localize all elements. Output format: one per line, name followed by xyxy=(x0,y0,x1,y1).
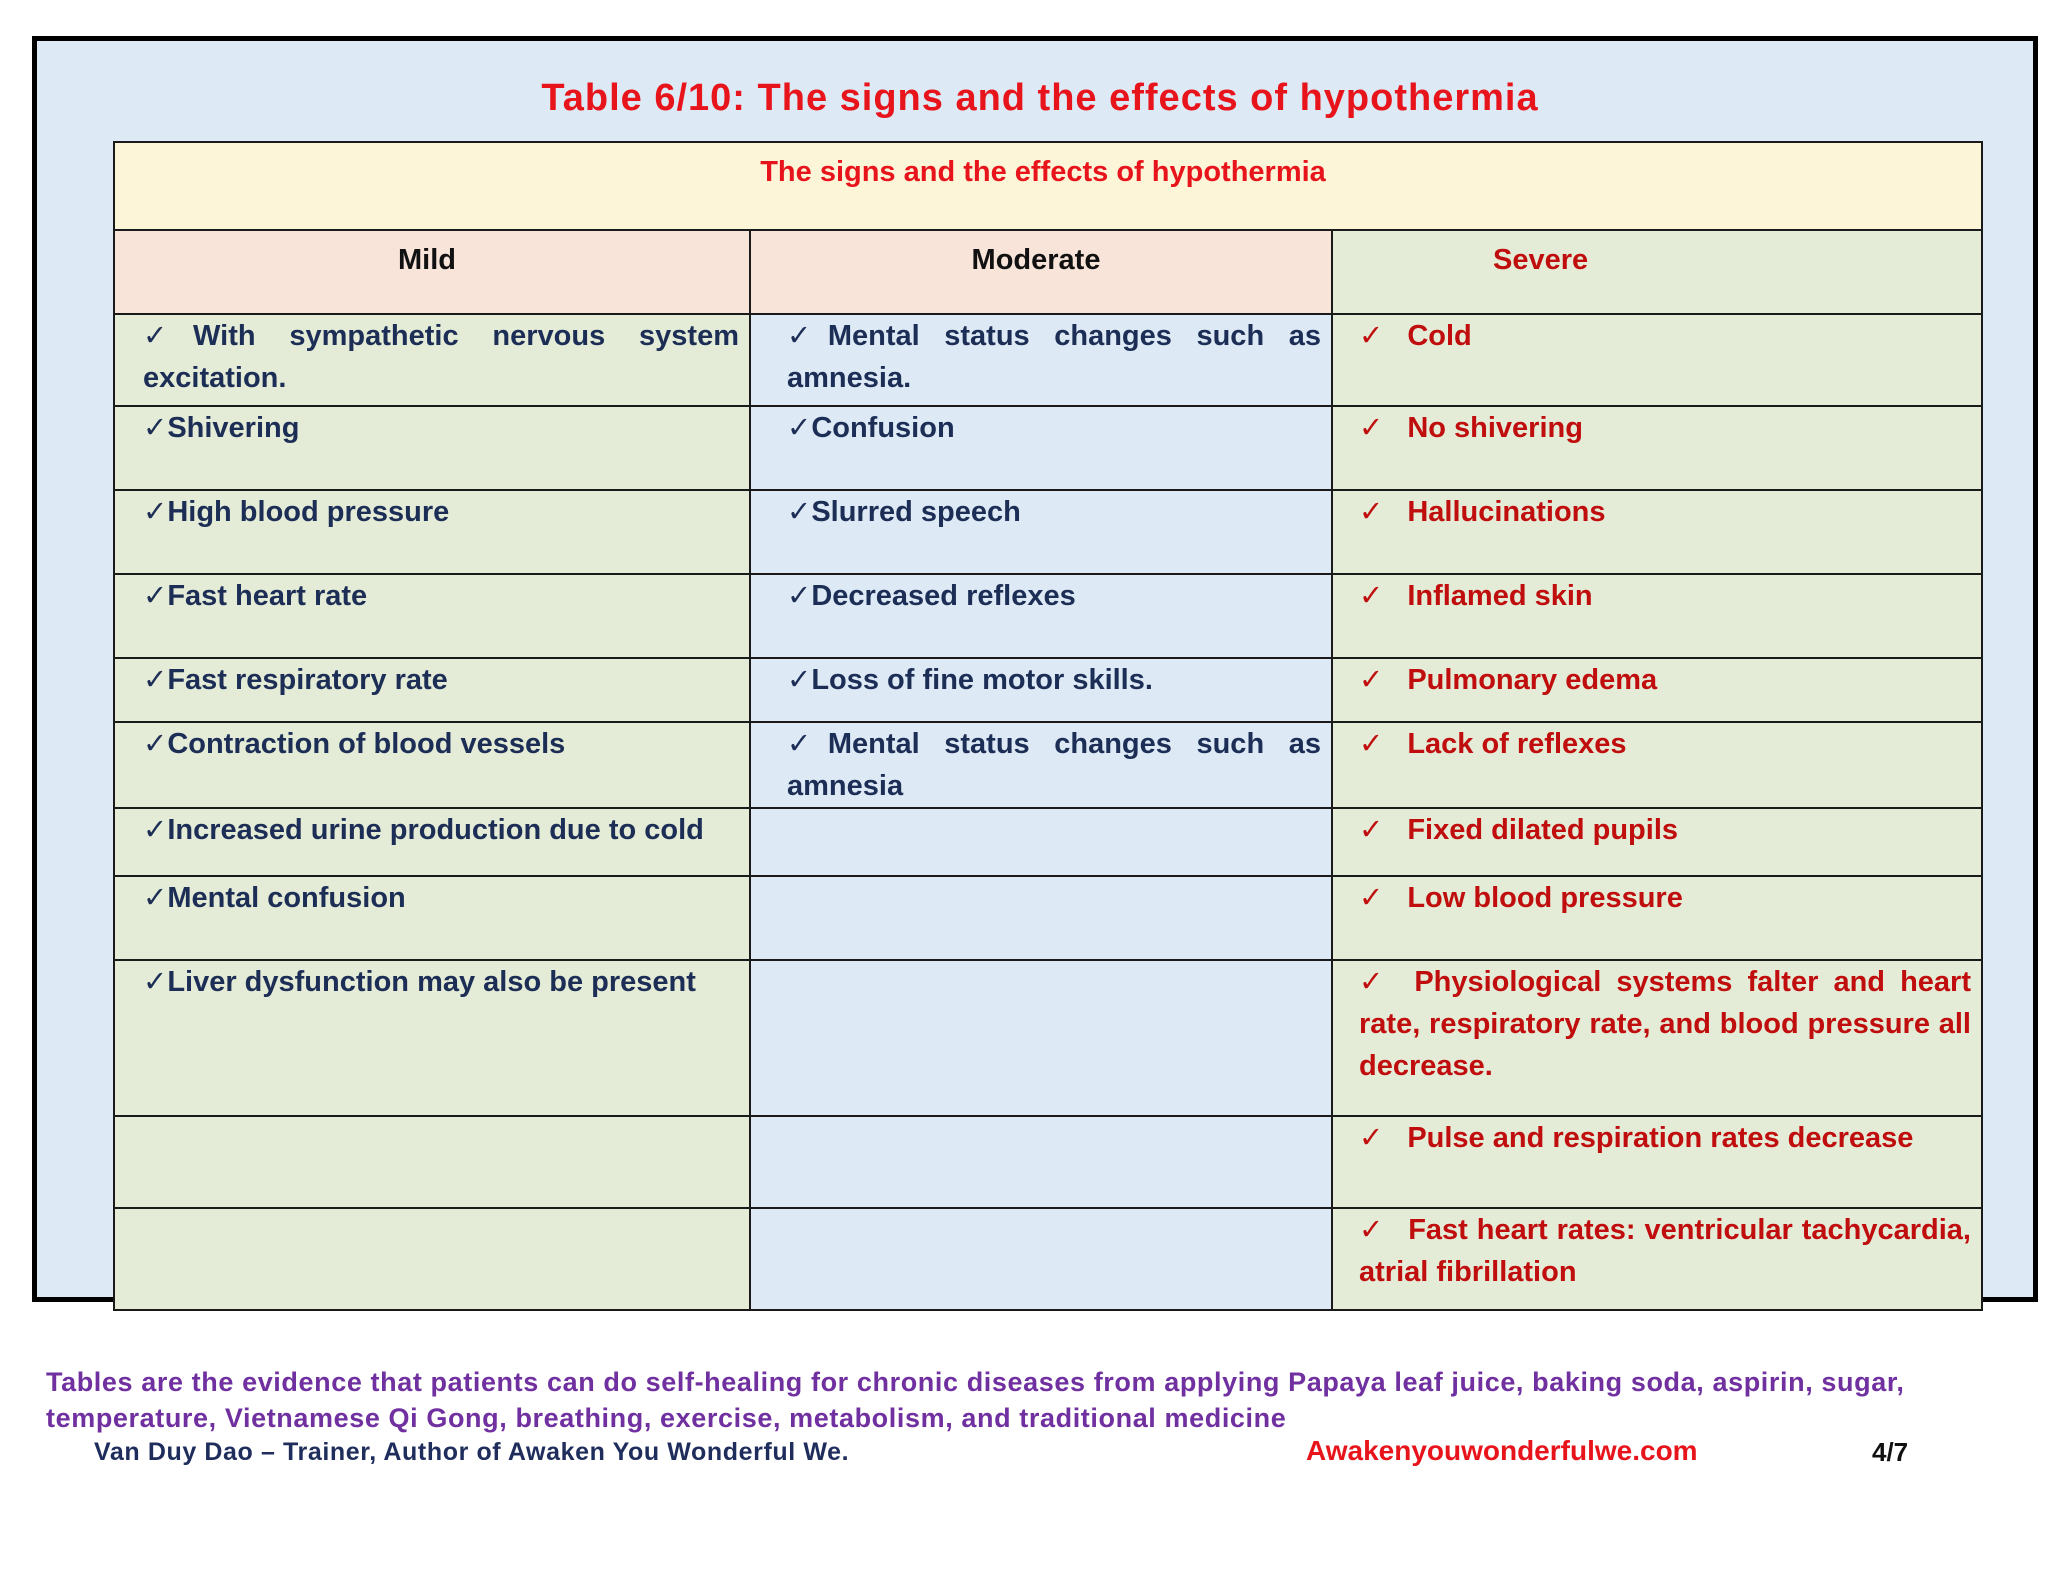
cell-text: Fast respiratory rate xyxy=(167,664,448,696)
cell-moderate xyxy=(750,406,1332,490)
column-header-severe: Severe xyxy=(1332,230,1982,314)
table-row xyxy=(114,808,1982,876)
cell-mild xyxy=(114,722,750,808)
check-icon: ✓ xyxy=(143,412,168,444)
table-row xyxy=(114,574,1982,658)
cell-text: Fast heart rate xyxy=(167,580,368,612)
check-icon: ✓ xyxy=(787,496,812,528)
cell-moderate xyxy=(750,808,1332,876)
check-icon: ✓ xyxy=(143,966,168,998)
cell-moderate xyxy=(750,314,1332,406)
cell-mild xyxy=(114,658,750,722)
cell-text: Inflamed skin xyxy=(1407,580,1593,612)
table-frame xyxy=(32,36,2038,1302)
table-row xyxy=(114,658,1982,722)
table-row xyxy=(114,1116,1982,1208)
cell-mild xyxy=(114,406,750,490)
cell-text: Fast heart rates: ventricular tachycardia, atrial fibrillation xyxy=(1359,1214,1971,1288)
check-icon: ✓ xyxy=(787,320,828,352)
page-title: Table 6/10: The signs and the effects of hypothermia xyxy=(541,77,1539,119)
cell-mild xyxy=(114,314,750,406)
cell-text: Hallucinations xyxy=(1407,496,1606,528)
cell-text: High blood pressure xyxy=(167,496,450,528)
cell-severe xyxy=(1332,314,1982,406)
check-icon: ✓ xyxy=(143,580,168,612)
cell-text: Increased urine production due to cold xyxy=(167,814,704,846)
check-icon: ✓ xyxy=(143,728,168,760)
check-icon: ✓ xyxy=(1359,496,1384,528)
cell-text: Fixed dilated pupils xyxy=(1407,814,1679,846)
cell-mild xyxy=(114,574,750,658)
cell-text: Mental confusion xyxy=(167,882,406,914)
cell-text: With sympathetic nervous system excitation. xyxy=(143,320,739,394)
cell-severe xyxy=(1332,1116,1982,1208)
footer-note: Tables are the evidence that patients can do self-healing for chronic diseases from applying Papaya leaf juice, baking soda, aspirin, sugar, temperature, Vietnamese Qi Gong, breathing, exercise, metabolism, and traditional medicine xyxy=(46,1367,1905,1433)
cell-text: Pulmonary edema xyxy=(1407,664,1658,696)
cell-mild xyxy=(114,876,750,960)
author-credit: Van Duy Dao – Trainer, Author of Awaken You Wonderful We. xyxy=(94,1438,850,1466)
cell-severe xyxy=(1332,876,1982,960)
table-row xyxy=(114,314,1982,406)
check-icon: ✓ xyxy=(787,580,812,612)
table-row xyxy=(114,876,1982,960)
page-number: 4/7 xyxy=(1872,1437,1909,1467)
table-row xyxy=(114,722,1982,808)
cell-severe xyxy=(1332,490,1982,574)
cell-severe xyxy=(1332,658,1982,722)
check-icon: ✓ xyxy=(787,728,828,760)
cell-text: Confusion xyxy=(811,412,955,444)
check-icon: ✓ xyxy=(1359,664,1384,696)
column-header-moderate: Moderate xyxy=(750,230,1332,314)
cell-severe xyxy=(1332,960,1982,1116)
cell-mild xyxy=(114,808,750,876)
cell-moderate xyxy=(750,490,1332,574)
cell-moderate xyxy=(750,658,1332,722)
cell-text: Low blood pressure xyxy=(1407,882,1683,914)
hypothermia-table xyxy=(113,141,1983,1311)
cell-text: No shivering xyxy=(1407,412,1583,444)
cell-moderate xyxy=(750,876,1332,960)
cell-moderate xyxy=(750,722,1332,808)
column-header-mild: Mild xyxy=(114,230,750,314)
check-icon: ✓ xyxy=(1359,580,1384,612)
cell-moderate xyxy=(750,574,1332,658)
check-icon: ✓ xyxy=(1359,320,1384,352)
cell-text: Decreased reflexes xyxy=(811,580,1076,612)
table-row xyxy=(114,490,1982,574)
check-icon: ✓ xyxy=(143,882,168,914)
check-icon: ✓ xyxy=(787,412,812,444)
website-link[interactable]: Awakenyouwonderfulwe.com xyxy=(1306,1435,1698,1466)
cell-severe xyxy=(1332,574,1982,658)
table-caption: The signs and the effects of hypothermia xyxy=(114,142,1982,230)
cell-text: Pulse and respiration rates decrease xyxy=(1407,1122,1914,1154)
check-icon: ✓ xyxy=(143,320,194,352)
table-row xyxy=(114,1208,1982,1310)
cell-severe xyxy=(1332,722,1982,808)
cell-text: Slurred speech xyxy=(811,496,1021,528)
check-icon: ✓ xyxy=(143,496,168,528)
check-icon: ✓ xyxy=(1359,728,1384,760)
check-icon: ✓ xyxy=(143,664,168,696)
cell-text: Mental status changes such as amnesia xyxy=(787,728,1321,802)
check-icon: ✓ xyxy=(1359,1122,1384,1154)
header-row xyxy=(114,230,1982,314)
check-icon: ✓ xyxy=(787,664,812,696)
check-icon: ✓ xyxy=(1359,814,1384,846)
check-icon: ✓ xyxy=(1359,966,1391,998)
cell-text: Liver dysfunction may also be present xyxy=(167,966,696,998)
cell-text: Lack of reflexes xyxy=(1407,728,1627,760)
cell-mild xyxy=(114,1116,750,1208)
cell-mild xyxy=(114,1208,750,1310)
check-icon: ✓ xyxy=(1359,882,1384,914)
cell-text: Shivering xyxy=(167,412,300,444)
check-icon: ✓ xyxy=(1359,412,1384,444)
check-icon: ✓ xyxy=(143,814,168,846)
cell-moderate xyxy=(750,960,1332,1116)
cell-moderate xyxy=(750,1208,1332,1310)
cell-text: Mental status changes such as amnesia. xyxy=(787,320,1321,394)
cell-severe xyxy=(1332,1208,1982,1310)
cell-text: Physiological systems falter and heart rate, respiratory rate, and blood pressure all decrease. xyxy=(1359,966,1971,1082)
cell-moderate xyxy=(750,1116,1332,1208)
cell-text: Contraction of blood vessels xyxy=(167,728,566,760)
table-row xyxy=(114,960,1982,1116)
caption-row xyxy=(114,142,1982,230)
cell-mild xyxy=(114,490,750,574)
cell-text: Cold xyxy=(1407,320,1472,352)
cell-severe xyxy=(1332,406,1982,490)
check-icon: ✓ xyxy=(1359,1214,1385,1246)
cell-mild xyxy=(114,960,750,1116)
cell-text: Loss of fine motor skills. xyxy=(811,664,1153,696)
table-row xyxy=(114,406,1982,490)
cell-severe xyxy=(1332,808,1982,876)
